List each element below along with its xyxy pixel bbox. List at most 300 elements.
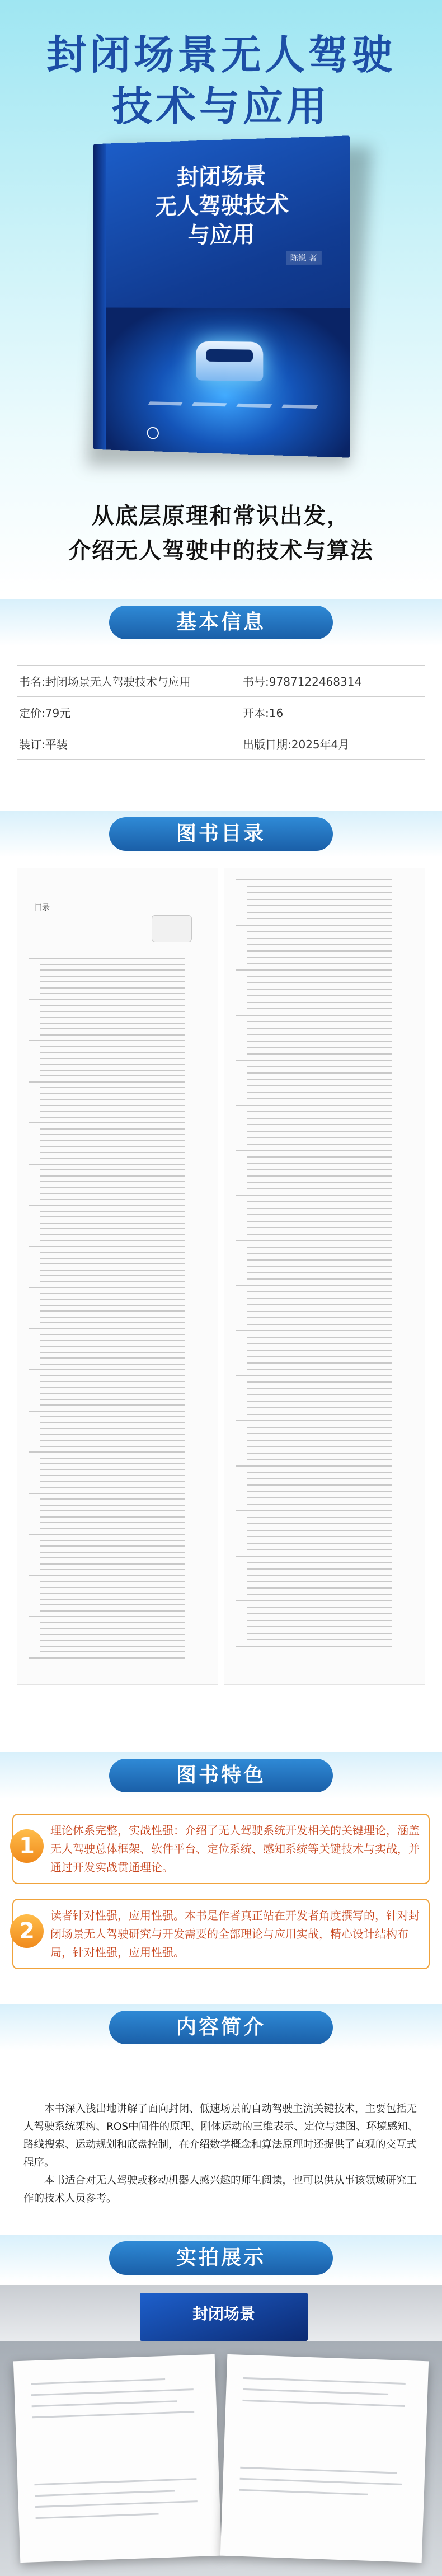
photo-book-title: 封闭场景 bbox=[192, 2305, 255, 2323]
toc-entry-line bbox=[40, 1023, 185, 1024]
toc-entry-line bbox=[247, 1478, 392, 1479]
toc-entry-line bbox=[247, 1433, 392, 1434]
toc-entry-line bbox=[40, 1169, 185, 1170]
toc-entry-line bbox=[40, 1481, 185, 1482]
section-header-photos bbox=[0, 2235, 442, 2282]
info-value: 16 bbox=[269, 706, 284, 720]
toc-entry-line bbox=[247, 918, 392, 919]
toc-entry-line bbox=[40, 1181, 185, 1182]
toc-entry-line bbox=[247, 1253, 392, 1254]
toc-entry-line bbox=[29, 1205, 185, 1206]
toc-entry-line bbox=[247, 1182, 392, 1183]
toc-entry-line bbox=[40, 1111, 185, 1112]
toc-entry-line bbox=[236, 969, 392, 971]
toc-entry-line bbox=[40, 1028, 185, 1029]
toc-entry-line bbox=[40, 1128, 185, 1130]
toc-entry-line bbox=[40, 1458, 185, 1459]
toc-entry-line bbox=[40, 1281, 185, 1282]
toc-entry-line bbox=[40, 1364, 185, 1365]
toc-entry-line bbox=[236, 1060, 392, 1061]
info-label: 装订: bbox=[19, 738, 45, 751]
toc-entry-line bbox=[247, 1085, 392, 1086]
info-label: 定价: bbox=[19, 706, 45, 720]
toc-entry-line bbox=[247, 1124, 392, 1125]
toc-entry-line bbox=[247, 1317, 392, 1318]
toc-entry-line bbox=[40, 1223, 185, 1224]
toc-entry-line bbox=[247, 1568, 392, 1570]
toc-entry-line bbox=[29, 1451, 185, 1453]
feature-card-2 bbox=[12, 1899, 430, 1969]
toc-entry-line bbox=[40, 969, 185, 971]
toc-entry-line bbox=[40, 981, 185, 982]
toc-entry-line bbox=[247, 1453, 392, 1454]
toc-entry-line bbox=[40, 1087, 185, 1088]
toc-entry-line bbox=[40, 1475, 185, 1476]
feature-number-badge: 1 bbox=[10, 1829, 44, 1863]
toc-entry-line bbox=[236, 1510, 392, 1511]
toc-entry-line bbox=[247, 1633, 392, 1634]
book-cover bbox=[93, 135, 350, 457]
toc-entry-line bbox=[40, 1446, 185, 1447]
toc-entry-line bbox=[247, 1098, 392, 1099]
toc-entry-line bbox=[40, 1634, 185, 1635]
toc-entry-line bbox=[247, 1549, 392, 1550]
toc-entry-line bbox=[247, 957, 392, 958]
toc-entry-line bbox=[247, 1175, 392, 1177]
toc-entry-line bbox=[40, 1540, 185, 1541]
toc-entry-line bbox=[40, 1216, 185, 1217]
toc-entry-line bbox=[40, 1005, 185, 1006]
toc-entry-line bbox=[247, 1607, 392, 1608]
toc-section bbox=[0, 856, 442, 1746]
toc-entry-line bbox=[247, 995, 392, 996]
feature-text: 理论体系完整，实战性强：介绍了无人驾驶系统开发相关的关键理论，涵盖无人驾驶总体框架、软件平台、定位系统、感知系统等关键技术与实战，并通过开发实战贯通理论。 bbox=[50, 1824, 420, 1874]
toc-entry-line bbox=[40, 1393, 185, 1394]
toc-entry-line bbox=[40, 1140, 185, 1141]
toc-entry-line bbox=[40, 1357, 185, 1359]
book-cover-title-line3: 与应用 bbox=[187, 221, 255, 249]
toc-entry-line bbox=[247, 1497, 392, 1498]
intro-paragraph-2: 本书适合对无人驾驶或移动机器人感兴趣的师生阅读，也可以供从事该领域研究工作的技术人员参考。 bbox=[23, 2175, 417, 2204]
toc-entry-line bbox=[40, 1317, 185, 1318]
toc-entry-line bbox=[236, 925, 392, 926]
toc-entry-line bbox=[247, 1626, 392, 1627]
toc-entry-line bbox=[40, 1375, 185, 1376]
toc-entry-line bbox=[40, 1134, 185, 1135]
toc-entry-line bbox=[247, 1388, 392, 1389]
basic-info-table bbox=[17, 665, 425, 760]
toc-entry-line bbox=[40, 1440, 185, 1441]
hero-slogan-line1: 从底层原理和常识出发， bbox=[92, 503, 350, 529]
info-value: 2025年4月 bbox=[291, 738, 350, 751]
feature-text: 读者针对性强，应用性强。本书是作者真正站在开发者角度撰写的，针对封闭场景无人驾驶研究与开发需要的全部理论与应用实战，精心设计结构布局，针对性强，应用性强。 bbox=[50, 1909, 420, 1959]
info-value: 封闭场景无人驾驶技术与应用 bbox=[45, 675, 191, 689]
toc-entry-line bbox=[40, 1428, 185, 1429]
toc-entry-line bbox=[247, 1414, 392, 1415]
toc-entry-line bbox=[236, 1600, 392, 1601]
toc-entry-line bbox=[40, 1510, 185, 1511]
toc-entry-line bbox=[40, 1593, 185, 1594]
toc-entry-line bbox=[29, 1616, 185, 1617]
toc-entry-line bbox=[247, 1530, 392, 1531]
toc-entry-line bbox=[40, 1334, 185, 1335]
toc-entry-line bbox=[40, 1545, 185, 1547]
toc-entry-line bbox=[40, 1193, 185, 1194]
toc-entry-line bbox=[247, 1484, 392, 1486]
toc-entry-line bbox=[247, 886, 392, 887]
section-title-intro: 内容简介 bbox=[109, 2011, 333, 2044]
toc-entry-line bbox=[40, 1346, 185, 1347]
toc-entry-line bbox=[40, 1498, 185, 1500]
toc-entry-line bbox=[247, 1491, 392, 1492]
info-label: 开本: bbox=[243, 706, 269, 720]
toc-entry-line bbox=[40, 1117, 185, 1118]
toc-entry-line bbox=[236, 1285, 392, 1286]
toc-entry-line bbox=[247, 1472, 392, 1473]
toc-entry-line bbox=[40, 1569, 185, 1570]
toc-entry-line bbox=[247, 1407, 392, 1408]
info-value: 平装 bbox=[45, 738, 68, 751]
photo-open-page-left bbox=[13, 2354, 222, 2563]
toc-entry-line bbox=[29, 1040, 185, 1041]
toc-entry-line bbox=[40, 1587, 185, 1588]
section-title-features: 图书特色 bbox=[109, 1759, 333, 1792]
toc-entry-line bbox=[247, 1072, 392, 1074]
toc-entry-line bbox=[40, 1211, 185, 1212]
toc-entry-line bbox=[247, 1362, 392, 1364]
toc-entry-line bbox=[40, 1270, 185, 1271]
toc-entry-line bbox=[247, 1259, 392, 1261]
table-row bbox=[17, 697, 425, 728]
toc-entry-line bbox=[40, 964, 185, 965]
toc-entry-line bbox=[40, 1199, 185, 1200]
toc-entry-line bbox=[247, 1201, 392, 1202]
toc-entry-line bbox=[40, 1234, 185, 1235]
info-label: 书号: bbox=[243, 675, 269, 689]
toc-entry-line bbox=[40, 1381, 185, 1382]
book-cover-illustration bbox=[106, 308, 350, 458]
toc-entry-line bbox=[29, 1493, 185, 1494]
feature-card-1 bbox=[12, 1814, 430, 1884]
toc-entry-line bbox=[247, 1504, 392, 1505]
section-title-photos: 实拍展示 bbox=[109, 2241, 333, 2275]
toc-entry-line bbox=[247, 1053, 392, 1055]
toc-entry-line bbox=[40, 1064, 185, 1065]
toc-entry-line bbox=[247, 1459, 392, 1460]
toc-entry-line bbox=[247, 1144, 392, 1145]
section-header-features bbox=[0, 1752, 442, 1799]
toc-entry-line bbox=[40, 1240, 185, 1241]
toc-entry-line bbox=[40, 1146, 185, 1147]
toc-entry-line bbox=[247, 1137, 392, 1138]
toc-entry-line bbox=[40, 976, 185, 977]
section-title-toc: 图书目录 bbox=[109, 817, 333, 851]
hero-banner bbox=[0, 0, 442, 593]
toc-page-left bbox=[17, 868, 218, 1685]
toc-entry-line bbox=[236, 1465, 392, 1467]
toc-entry-line bbox=[40, 987, 185, 989]
toc-entry-line bbox=[40, 1516, 185, 1518]
toc-entry-line bbox=[40, 1058, 185, 1059]
toc-entry-line bbox=[236, 1105, 392, 1106]
toc-entry-line bbox=[247, 1041, 392, 1042]
photo-open-page-right bbox=[220, 2354, 429, 2563]
toc-entry-line bbox=[40, 1187, 185, 1188]
toc-entry-line bbox=[29, 1657, 185, 1659]
toc-entry-line bbox=[247, 1381, 392, 1383]
toc-entry-line bbox=[40, 1052, 185, 1053]
toc-entry-line bbox=[247, 1581, 392, 1582]
info-label: 出版日期: bbox=[243, 738, 291, 751]
toc-entry-line bbox=[29, 1534, 185, 1535]
toc-entry-line bbox=[40, 1581, 185, 1582]
toc-illustration-icon bbox=[152, 915, 192, 942]
toc-entry-line bbox=[236, 1375, 392, 1376]
toc-entry-line bbox=[247, 1639, 392, 1640]
toc-entry-line bbox=[40, 1563, 185, 1565]
toc-entry-line bbox=[40, 1263, 185, 1264]
toc-entry-line bbox=[247, 1613, 392, 1614]
toc-entry-line bbox=[29, 1575, 185, 1576]
toc-entry-line bbox=[40, 1340, 185, 1341]
toc-entry-line bbox=[247, 1278, 392, 1280]
toc-entry-line bbox=[247, 1214, 392, 1215]
toc-entry-line bbox=[247, 1446, 392, 1447]
toc-entry-line bbox=[247, 1562, 392, 1563]
toc-entry-line bbox=[40, 1275, 185, 1276]
toc-entry-line bbox=[29, 1246, 185, 1247]
toc-entry-line bbox=[40, 1158, 185, 1159]
toc-entry-line bbox=[247, 899, 392, 900]
toc-entry-line bbox=[247, 938, 392, 939]
toc-entry-line bbox=[247, 1188, 392, 1189]
toc-entry-line bbox=[247, 1227, 392, 1228]
toc-entry-line bbox=[247, 1066, 392, 1067]
toc-entry-line bbox=[236, 1330, 392, 1331]
toc-entry-line bbox=[40, 1422, 185, 1423]
toc-entry-line bbox=[40, 1610, 185, 1612]
toc-entry-line bbox=[40, 1599, 185, 1600]
toc-page-right bbox=[224, 868, 425, 1685]
toc-entry-line bbox=[247, 1324, 392, 1325]
toc-entry-line bbox=[40, 1522, 185, 1523]
toc-entry-line bbox=[236, 1556, 392, 1557]
toc-entry-line bbox=[40, 1258, 185, 1259]
toc-entry-line bbox=[247, 1092, 392, 1093]
toc-entry-line bbox=[40, 1416, 185, 1417]
toc-entry-line bbox=[247, 1394, 392, 1395]
toc-entry-line bbox=[247, 1369, 392, 1370]
toc-entry-line bbox=[29, 1328, 185, 1329]
toc-entry-line bbox=[247, 1343, 392, 1344]
toc-entry-line bbox=[247, 1575, 392, 1576]
toc-entry-line bbox=[40, 1070, 185, 1071]
info-label: 书名: bbox=[19, 675, 45, 689]
toc-entry-line bbox=[40, 1093, 185, 1094]
toc-entry-line bbox=[247, 1131, 392, 1132]
toc-entry-line bbox=[40, 1252, 185, 1253]
toc-entry-line bbox=[236, 1195, 392, 1196]
toc-entry-line bbox=[247, 1234, 392, 1235]
toc-entry-line bbox=[29, 1287, 185, 1288]
toc-entry-line bbox=[40, 1463, 185, 1464]
toc-entry-line bbox=[40, 993, 185, 994]
intro-paragraph-1: 本书深入浅出地讲解了面向封闭、低速场景的自动驾驶主流关键技术，主要包括无人驾驶系统架构、ROS中间件的原理、刚体运动的三维表示、定位与建图、环境感知、路线搜索、运动规划和底盘控制，在介绍数学概念和算法原理时还提供了直观的交互式程序。 bbox=[23, 2103, 419, 2168]
toc-entry-line bbox=[247, 1427, 392, 1428]
toc-entry-line bbox=[40, 1099, 185, 1100]
toc-entry-line bbox=[40, 1011, 185, 1012]
toc-entry-line bbox=[247, 1111, 392, 1112]
toc-entry-line bbox=[40, 1305, 185, 1306]
toc-entry-line bbox=[247, 1156, 392, 1158]
toc-entry-line bbox=[236, 879, 392, 880]
book-cover-title-line2: 无人驾驶技术 bbox=[155, 191, 289, 220]
toc-entry-line bbox=[247, 1118, 392, 1119]
toc-entry-line bbox=[247, 1291, 392, 1292]
autonomous-vehicle-icon bbox=[196, 341, 263, 382]
toc-entry-line bbox=[40, 1046, 185, 1047]
toc-entry-line bbox=[236, 1646, 392, 1647]
toc-entry-line bbox=[247, 905, 392, 906]
toc-entry-line bbox=[40, 1322, 185, 1323]
toc-entry-line bbox=[40, 1505, 185, 1506]
toc-entry-line bbox=[247, 989, 392, 990]
toc-entry-line bbox=[40, 1651, 185, 1652]
toc-entry-line bbox=[247, 1221, 392, 1222]
toc-entry-line bbox=[247, 982, 392, 983]
section-header-basic-info bbox=[0, 599, 442, 646]
toc-entry-line bbox=[40, 1487, 185, 1488]
toc-entry-line bbox=[40, 1434, 185, 1435]
toc-entry-line bbox=[247, 1266, 392, 1267]
toc-entry-line bbox=[40, 1228, 185, 1229]
toc-entry-line bbox=[40, 1604, 185, 1605]
toc-entry-line bbox=[247, 1350, 392, 1351]
toc-entry-line bbox=[247, 1079, 392, 1080]
toc-entry-line bbox=[247, 1523, 392, 1524]
intro-text bbox=[23, 2100, 419, 2208]
toc-entry-line bbox=[247, 1169, 392, 1170]
toc-entry-line bbox=[247, 1536, 392, 1537]
toc-entry-line bbox=[247, 1543, 392, 1544]
toc-entry-line bbox=[247, 1620, 392, 1621]
toc-entry-line bbox=[40, 1387, 185, 1388]
toc-entry-line bbox=[40, 1640, 185, 1641]
toc-entry-line bbox=[247, 892, 392, 893]
section-header-intro bbox=[0, 2004, 442, 2051]
info-value: 9787122468314 bbox=[269, 675, 362, 689]
toc-entry-line bbox=[247, 1208, 392, 1209]
toc-entry-line bbox=[236, 1240, 392, 1241]
toc-entry-line bbox=[40, 1075, 185, 1076]
toc-entry-line bbox=[40, 1352, 185, 1353]
book-cover-title-line1: 封闭场景 bbox=[177, 162, 266, 191]
toc-entry-line bbox=[29, 1369, 185, 1370]
toc-entry-line bbox=[247, 976, 392, 977]
toc-entry-line bbox=[247, 1311, 392, 1312]
book-spine bbox=[93, 144, 106, 450]
toc-entry-line bbox=[40, 1399, 185, 1400]
photo-book-open bbox=[0, 2341, 442, 2576]
toc-entry-line bbox=[40, 1646, 185, 1647]
photo-book-front bbox=[0, 2285, 442, 2341]
toc-entry-line bbox=[40, 1404, 185, 1406]
toc-entry-line bbox=[247, 1440, 392, 1441]
toc-entry-line bbox=[247, 1028, 392, 1029]
toc-entry-line bbox=[236, 1150, 392, 1151]
section-header-toc bbox=[0, 811, 442, 858]
toc-entry-line bbox=[247, 1163, 392, 1164]
toc-entry-line bbox=[40, 1152, 185, 1153]
table-row bbox=[17, 728, 425, 760]
toc-entry-line bbox=[29, 1081, 185, 1083]
feature-number-badge: 2 bbox=[10, 1914, 44, 1948]
toc-entry-line bbox=[247, 1272, 392, 1273]
toc-entry-line bbox=[40, 1552, 185, 1553]
toc-entry-line bbox=[29, 999, 185, 1000]
toc-entry-line bbox=[40, 1528, 185, 1529]
toc-entry-line bbox=[247, 1298, 392, 1299]
toc-entry-line bbox=[247, 1002, 392, 1003]
toc-entry-line bbox=[29, 958, 185, 959]
section-title-basic-info: 基本信息 bbox=[109, 606, 333, 639]
toc-entry-line bbox=[247, 1337, 392, 1338]
toc-entry-line bbox=[247, 1517, 392, 1518]
toc-entry-line bbox=[247, 1008, 392, 1009]
book-cover-title bbox=[131, 160, 315, 250]
toc-entry-line bbox=[247, 1034, 392, 1035]
info-value: 79元 bbox=[45, 706, 71, 720]
toc-entry-line bbox=[40, 1293, 185, 1294]
toc-entry-line bbox=[247, 950, 392, 952]
toc-entry-line bbox=[40, 1105, 185, 1106]
toc-entry-line bbox=[40, 1175, 185, 1177]
toc-entry-line bbox=[40, 1628, 185, 1629]
toc-entry-line bbox=[247, 963, 392, 964]
toc-entry-line bbox=[40, 1310, 185, 1312]
toc-entry-line bbox=[236, 1015, 392, 1016]
hero-title-line2: 技术与应用 bbox=[111, 83, 330, 130]
toc-entry-line bbox=[247, 1401, 392, 1402]
publisher-logo-icon bbox=[147, 427, 159, 439]
table-row bbox=[17, 666, 425, 697]
toc-entry-line bbox=[247, 912, 392, 913]
toc-entry-line bbox=[40, 1469, 185, 1470]
toc-entry-line bbox=[247, 1594, 392, 1595]
hero-title-line1: 封闭场景无人驾驶 bbox=[46, 31, 396, 78]
hero-slogan-line2: 介绍无人驾驶中的技术与算法 bbox=[68, 538, 374, 564]
toc-entry-line bbox=[247, 1356, 392, 1357]
toc-entry-line bbox=[40, 1622, 185, 1623]
toc-entry-line bbox=[29, 1164, 185, 1165]
toc-entry-line bbox=[247, 931, 392, 932]
toc-entry-line bbox=[247, 1304, 392, 1305]
toc-entry-line bbox=[40, 1017, 185, 1018]
toc-entry-line bbox=[247, 1047, 392, 1048]
toc-entry-line bbox=[40, 1557, 185, 1558]
book-cover-author: 陈锐 著 bbox=[286, 251, 322, 265]
toc-heading: 目录 bbox=[34, 903, 50, 912]
toc-entry-line bbox=[29, 1411, 185, 1412]
toc-entry-line bbox=[236, 1420, 392, 1421]
toc-entry-line bbox=[247, 944, 392, 945]
toc-entry-line bbox=[40, 1034, 185, 1036]
toc-entry-line bbox=[247, 1021, 392, 1022]
toc-entry-line bbox=[29, 1122, 185, 1123]
toc-entry-line bbox=[40, 1299, 185, 1300]
toc-entry-line bbox=[247, 1247, 392, 1248]
toc-entry-line bbox=[247, 1587, 392, 1589]
